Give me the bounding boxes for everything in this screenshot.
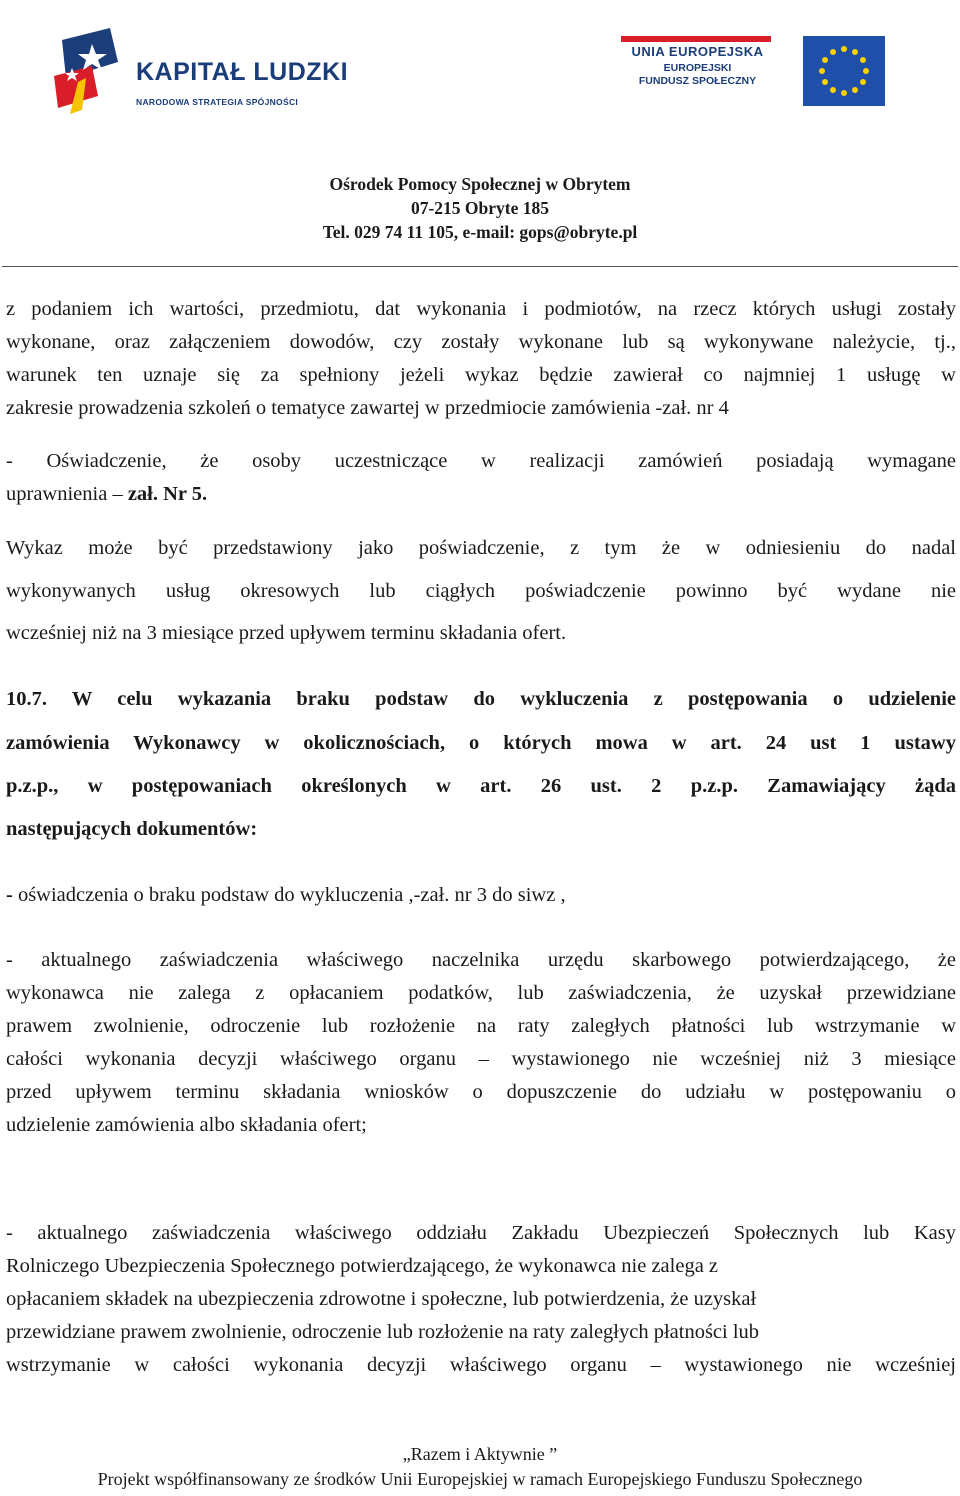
eu-logo-text (605, 44, 790, 87)
eu-logo (605, 36, 895, 116)
para1-line2: wykonane, oraz załączeniem dowodów, czy zostały wykonane lub są wykonywane należycie, tj., (6, 331, 956, 353)
office-contact: Tel. 029 74 11 105, e-mail: gops@obryte.pl (322, 222, 638, 242)
item3-line5: wstrzymanie w całości wykonania decyzji właściwego organu – wystawionego nie wcześniej (6, 1354, 956, 1376)
footer-motto: „Razem i Aktywnie ” (402, 1444, 558, 1464)
para2-line2 (6, 483, 956, 506)
eu-logo-line3: FUNDUSZ SPOŁECZNY (638, 75, 757, 87)
item1-dash: - (6, 884, 13, 906)
kapital-ludzki-emblem (52, 18, 132, 118)
item2-line4: całości wykonania decyzji właściwego organu – wystawionego nie wcześniej niż 3 miesiące (6, 1048, 956, 1070)
eu-logo-line2: EUROPEJSKI (663, 62, 732, 74)
section-line1: 10.7. W celu wykazania braku podstaw do wykluczenia z postępowania o udzielenie (6, 688, 956, 710)
item2-line1: - aktualnego zaświadczenia właściwego naczelnika urzędu skarbowego potwierdzającego, że (6, 949, 956, 971)
office-address: 07-215 Obryte 185 (410, 198, 550, 218)
section-line3: p.z.p., w postępowaniach określonych w art. 26 ust. 2 p.z.p. Zamawiający żąda (6, 775, 956, 797)
item3-line3: opłacaniem składek na ubezpieczenia zdrowotne i społeczne, lub potwierdzenia, że uzyskał (6, 1288, 757, 1310)
section-line4: następujących dokumentów: (6, 818, 258, 840)
kapital-ludzki-logo (52, 18, 362, 118)
item1 (6, 884, 956, 907)
office-name: Ośrodek Pomocy Społecznej w Obrytem (329, 174, 631, 194)
footer-project: Projekt współfinansowany ze środków Unii Europejskiej w ramach Europejskiego Funduszu Społecznego (97, 1469, 863, 1489)
para2-line1: - Oświadczenie, że osoby uczestniczące w realizacji zamówień posiadają wymagane (6, 450, 956, 472)
eu-logo-bar (621, 36, 771, 42)
item2-line3: prawem zwolnienie, odroczenie lub rozłożenie na raty zaległych płatności lub wstrzymanie w (6, 1015, 956, 1037)
para1-line1: z podaniem ich wartości, przedmiotu, dat wykonania i podmiotów, na rzecz których usługi zostały (6, 298, 956, 320)
eu-flag-icon (803, 36, 885, 106)
para1-line3: warunek ten uznaje się za spełniony jeżeli wykaz będzie zawierał co najmniej 1 usługę w (6, 364, 956, 386)
item3-line4: przewidziane prawem zwolnienie, odroczenie lub rozłożenie na raty zaległych płatności lub (6, 1321, 760, 1343)
item1-text: oświadczenia o braku podstaw do wykluczenia ,-zał. nr 3 do siwz , (12, 884, 566, 906)
para2-line2-bold: zał. Nr 5. (127, 483, 208, 505)
para2-line2-prefix: uprawnienia – (6, 483, 128, 505)
kapital-ludzki-title: KAPITAŁ LUDZKI (136, 58, 349, 86)
header-divider (2, 266, 958, 267)
item3-line1: - aktualnego zaświadczenia właściwego oddziału Zakładu Ubezpieczeń Społecznych lub Kasy (6, 1222, 956, 1244)
item3-line2: Rolniczego Ubezpieczenia Społecznego potwierdzającego, że wykonawca nie zalega z (6, 1255, 719, 1277)
item2-line5: przed upływem terminu składania wniosków o dopuszczenie do udziału w postępowaniu o (6, 1081, 956, 1103)
section-line2: zamówienia Wykonawcy w okolicznościach, o których mowa w art. 24 ust 1 ustawy (6, 732, 956, 754)
para3-line1: Wykaz może być przedstawiony jako poświadczenie, z tym że w odniesieniu do nadal (6, 537, 956, 559)
para1-line4: zakresie prowadzenia szkoleń o tematyce zawartej w przedmiocie zamówienia -zał. nr 4 (6, 397, 729, 419)
item2-line2: wykonawca nie zalega z opłacaniem podatków, lub zaświadczenia, że uzyskał przewidziane (6, 982, 956, 1004)
eu-logo-line1: UNIA EUROPEJSKA (631, 44, 764, 59)
para3-line3: wcześniej niż na 3 miesiące przed upływem terminu składania ofert. (6, 622, 567, 644)
kapital-ludzki-subtitle: NARODOWA STRATEGIA SPÓJNOŚCI (136, 97, 299, 107)
item2-line6: udzielenie zamówienia albo składania ofert; (6, 1114, 367, 1136)
para3-line2: wykonywanych usług okresowych lub ciągłych poświadczenie powinno być wydane nie (6, 580, 956, 602)
office-header (0, 172, 960, 244)
